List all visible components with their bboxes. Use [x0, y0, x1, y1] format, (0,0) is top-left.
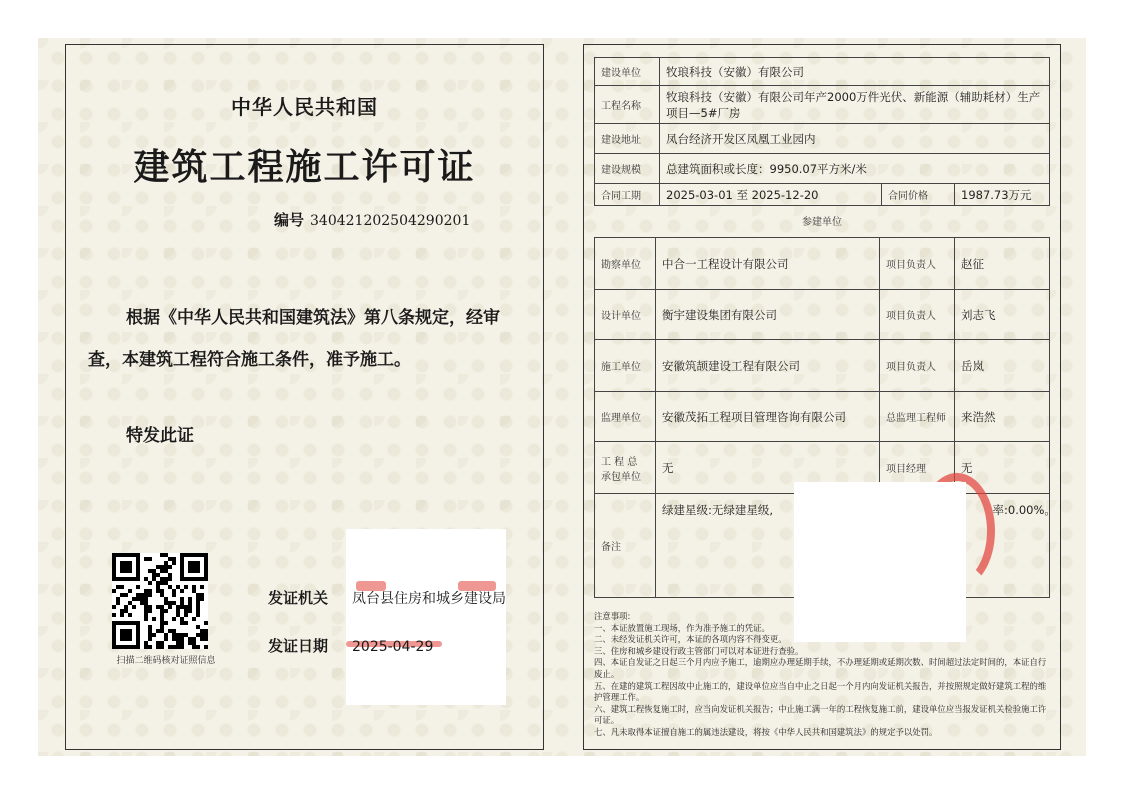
issuer-label: 发证机关: [268, 589, 329, 607]
price-value: 1987.73万元: [955, 184, 1050, 206]
notes-title: 注意事项:: [594, 611, 631, 621]
participant-org: 无: [656, 442, 880, 494]
project-value: 牧琅科技（安徽）有限公司年产2000万件光伏、新能源（辅助耗材）生产项目—5#厂房: [660, 86, 1050, 124]
issuer-row: [268, 587, 506, 608]
issue-date-label: 发证日期: [268, 637, 329, 655]
participant-org: 衡宇建设集团有限公司: [656, 290, 880, 340]
table-row: [595, 238, 1050, 290]
participants-heading: 参建单位: [802, 217, 842, 228]
issue-date-row: [268, 635, 433, 656]
participant-role: 项目经理: [880, 442, 955, 494]
participant-type: 设计单位: [595, 290, 656, 340]
table-row: [595, 124, 1050, 154]
period-value: 2025-03-01 至 2025-12-20: [660, 184, 882, 206]
participant-type: 监理单位: [595, 392, 656, 442]
participant-type: 勘察单位: [595, 238, 656, 290]
participant-org: 中合一工程设计有限公司: [656, 238, 880, 290]
remarks-left: 绿建星级:无绿建星级,: [662, 503, 774, 517]
table-row: [595, 340, 1050, 392]
note-item: 一、本证放置施工现场，作为准予施工的凭证。: [594, 622, 770, 633]
note-item: 三、住房和城乡建设行政主管部门可以对本证进行查验。: [594, 645, 804, 656]
certificate-right-panel: [583, 44, 1061, 750]
scale-value: 总建筑面积或长度：9950.07平方米/米: [660, 154, 1050, 184]
note-item: 五、在建的建筑工程因故中止施工的，建设单位应当自中止之日起一个月内向发证机关报告，并按照规定做好建筑工程的维护管理工作。: [594, 680, 1047, 703]
notes-section: [594, 611, 1050, 739]
redacted-seal-area: [346, 529, 506, 705]
address-value: 凤台经济开发区凤凰工业园内: [660, 124, 1050, 154]
project-info-table: [594, 57, 1050, 206]
certificate-number-value: 340421202504290201: [310, 213, 471, 229]
project-label: 工程名称: [595, 86, 660, 124]
remarks-right: 率:0.00%。: [992, 503, 1056, 517]
participant-person: 岳岚: [955, 340, 1050, 392]
participant-person: 刘志飞: [955, 290, 1050, 340]
qr-code[interactable]: [112, 553, 208, 649]
participant-person: 来浩然: [955, 392, 1050, 442]
table-row: [595, 184, 1050, 206]
country-name: 中华人民共和国: [231, 95, 378, 119]
note-item: 七、凡未取得本证擅自施工的属违法建设，将按《中华人民共和国建筑法》的规定予以处罚。: [594, 726, 938, 737]
address-label: 建设地址: [595, 124, 660, 154]
participant-role: 总监理工程师: [880, 392, 955, 442]
participant-person: 赵征: [955, 238, 1050, 290]
period-label: 合同工期: [595, 184, 660, 206]
certificate-number: [274, 209, 470, 230]
price-label: 合同价格: [882, 184, 955, 206]
table-row: [595, 290, 1050, 340]
certificate-left-panel: [65, 44, 544, 750]
note-item: 二、未经发证机关许可，本证的各项内容不得变更。: [594, 634, 787, 645]
table-row: [595, 392, 1050, 442]
certificate-number-label: 编号: [274, 211, 305, 229]
table-row: [595, 58, 1050, 86]
builder-value: 牧琅科技（安徽）有限公司: [660, 58, 1050, 86]
certificate-title: 建筑工程施工许可证: [133, 146, 476, 188]
qr-caption: 扫描二维码核对证照信息: [116, 656, 216, 666]
special-issue-text: 特发此证: [126, 426, 194, 446]
participant-role: 项目负责人: [880, 290, 955, 340]
remarks-label: 备注: [595, 494, 656, 598]
note-item: 六、建筑工程恢复施工时，应当向发证机关报告；中止施工满一年的工程恢复施工前，建设单位应当报发证机关检验施工许可证。: [594, 703, 1047, 726]
participant-org: 安徽茂拓工程项目管理咨询有限公司: [656, 392, 880, 442]
builder-label: 建设单位: [595, 58, 660, 86]
participant-type: 工 程 总 承包单位: [595, 442, 656, 494]
participant-role: 项目负责人: [880, 340, 955, 392]
participant-person: 无: [955, 442, 1050, 494]
scale-label: 建设规模: [595, 154, 660, 184]
participant-type: 施工单位: [595, 340, 656, 392]
issuer-value: 凤台县住房和城乡建设局: [352, 591, 506, 607]
issue-date-value: 2025-04-29: [352, 639, 434, 655]
table-row: [595, 86, 1050, 124]
note-item: 四、本证自发证之日起三个月内应予施工，逾期应办理延期手续，不办理延期或延期次数、时间超过法定时间的，本证自行废止。: [594, 657, 1047, 679]
participant-role: 项目负责人: [880, 238, 955, 290]
participant-org: 安徽筑颉建设工程有限公司: [656, 340, 880, 392]
approval-paragraph: 根据《中华人民共和国建筑法》第八条规定，经审查，本建筑工程符合施工条件，准予施工。: [88, 308, 500, 370]
table-row: [595, 154, 1050, 184]
